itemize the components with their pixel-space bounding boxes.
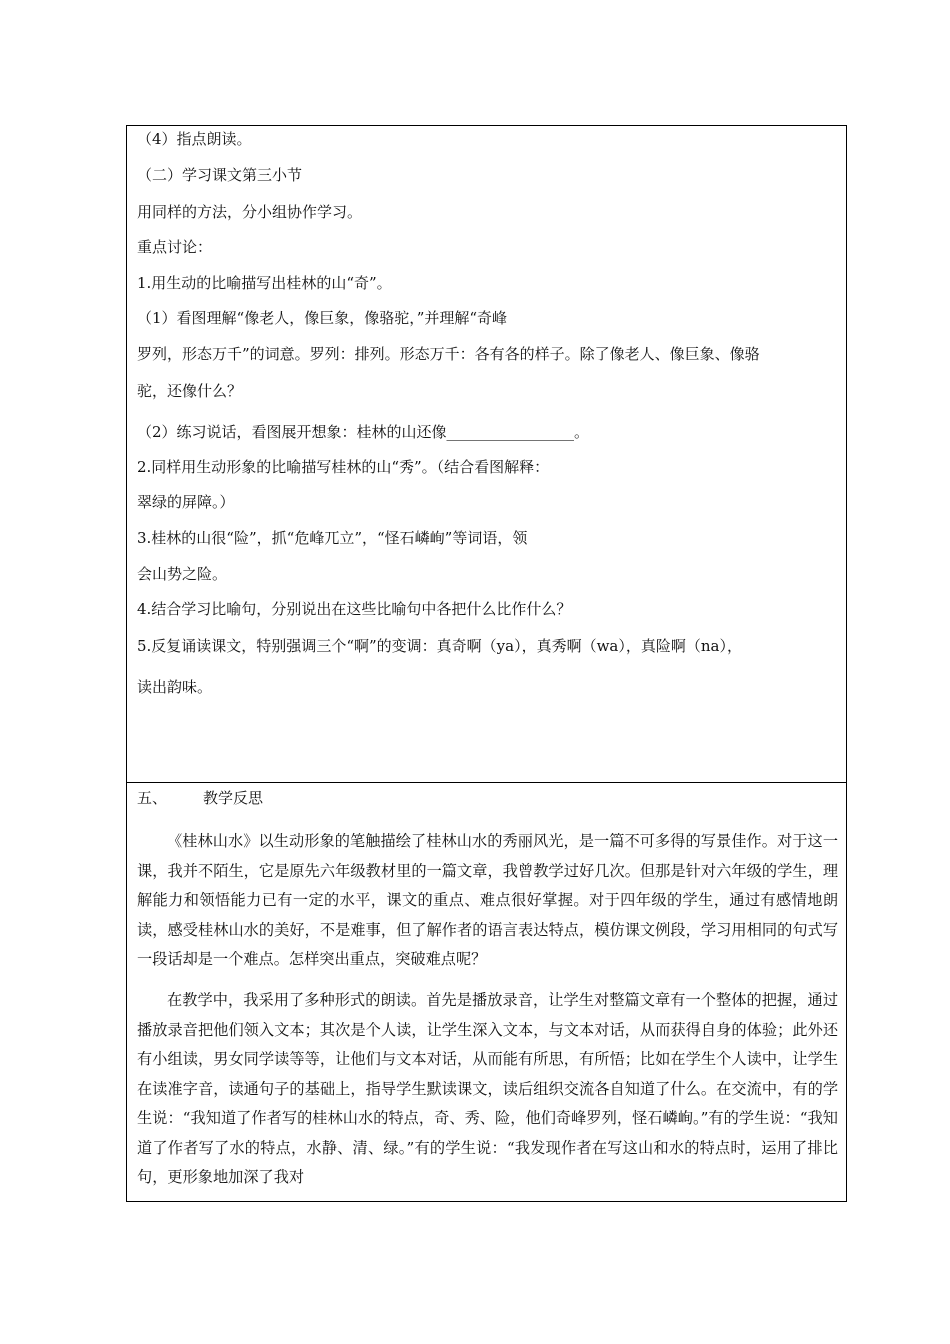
section-number: 五、: [137, 789, 168, 807]
text-line: 重点讨论：: [137, 238, 213, 256]
section-title: 教学反思: [203, 789, 264, 807]
text-line: 读出韵味。: [137, 678, 213, 696]
text-line: （2）练习说话，看图展开想象：桂林的山还像_________________。: [137, 423, 590, 441]
text-line: 1.用生动的比喻描写出桂林的山“奇”。: [137, 274, 392, 292]
reflection-paragraph: 《桂林山水》以生动形象的笔触描绘了桂林山水的秀丽风光，是一篇不可多得的写景佳作。对于这一课，我并不陌生，它是原先六年级教材里的一篇文章，我曾教学过好几次。但那是针对六年级的学生，理解能力和领悟能力已有一定的水平，课文的重点、难点很好掌握。对于四年级的学生，通过有感情地朗读，感受桂林山水的美好，不是难事，但了解作者的语言表达特点，模仿课文例段，学习用相同的句式写一段话却是一个难点。怎样突出重点，突破难点呢？: [137, 832, 838, 968]
text-line: （二）学习课文第三小节: [137, 166, 303, 184]
text-line: 罗列，形态万千”的词意。罗列：排列。形态万千：各有各的样子。除了像老人、像巨象、像骆: [137, 345, 760, 363]
text-line: 驼，还像什么？: [137, 382, 243, 400]
row-divider: [127, 782, 846, 783]
reflection-paragraph: 在教学中，我采用了多种形式的朗读。首先是播放录音，让学生对整篇文章有一个整体的把握，通过播放录音把他们领入文本；其次是个人读，让学生深入文本，与文本对话，从而获得自身的体验；此外还有小组读，男女同学读等等，让他们与文本对话，从而能有所思，有所悟；比如在学生个人读中，让学生在读准字音，读通句子的基础上，指导学生默读课文，读后组织交流各自知道了什么。在交流中，有的学生说：“我知道了作者写的桂林山水的特点，奇、秀、险，他们奇峰罗列，怪石嶙峋。”有的学生说：“我知道了作者写了水的特点，水静、清、绿。”有的学生说：“我发现作者在写这山和水的特点时，运用了排比句，更形象地加深了我对: [137, 991, 838, 1186]
text-line: 翠绿的屏障。）: [137, 493, 235, 511]
lesson-table: [126, 125, 847, 1202]
text-line: （1）看图理解“像老人，像巨象，像骆驼，”并理解“奇峰: [137, 309, 508, 327]
text-line: 5.反复诵读课文，特别强调三个“啊”的变调：真奇啊（ya），真秀啊（wa），真险啊（na），: [137, 637, 742, 655]
text-line: （4）指点朗读。: [137, 130, 252, 148]
text-line: 4.结合学习比喻句，分别说出在这些比喻句中各把什么比作什么？: [137, 600, 572, 618]
text-line: 会山势之险。: [137, 565, 228, 583]
text-line: 用同样的方法，分小组协作学习。: [137, 203, 363, 221]
text-line: 2.同样用生动形象的比喻描写桂林的山“秀”。（结合看图解释：: [137, 458, 550, 476]
text-line: 3.桂林的山很“险”，抓“危峰兀立”，“怪石嶙峋”等词语，领: [137, 529, 528, 547]
